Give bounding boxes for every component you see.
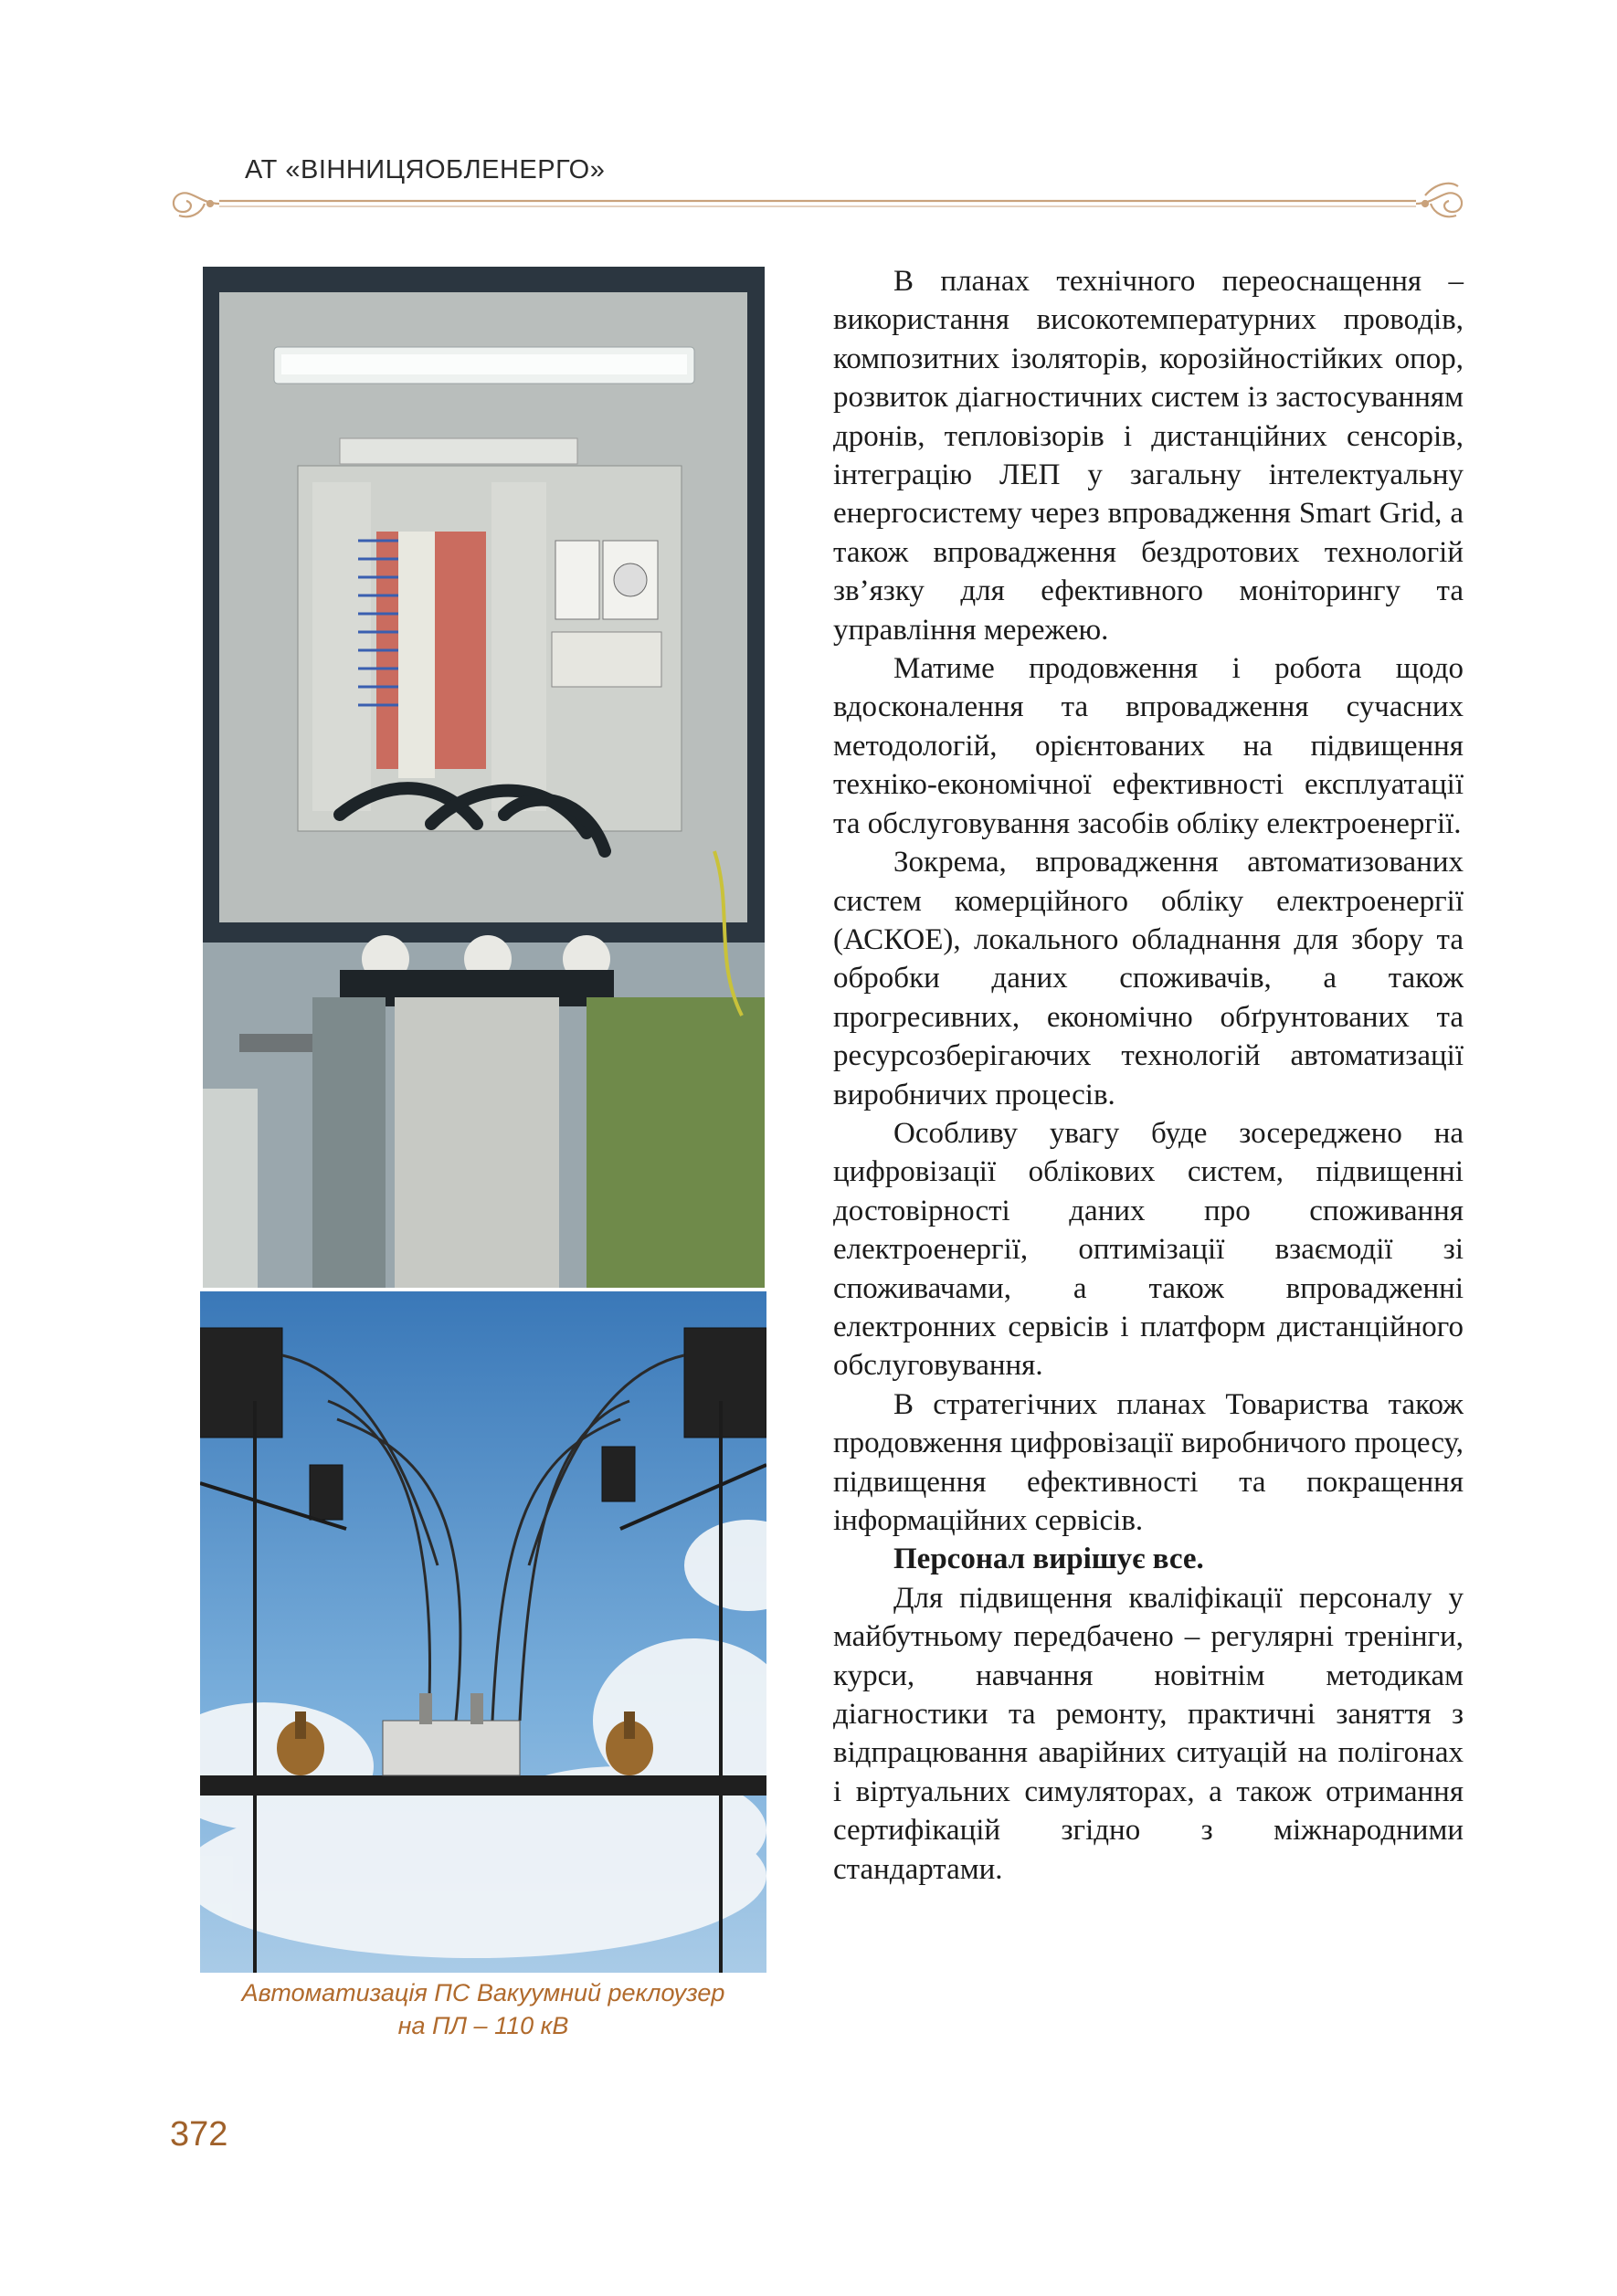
figure-caption-line-1: Автоматизація ПС Вакуумний реклоузер (241, 1979, 725, 2006)
paragraph-methodologies: Матиме продовження і робота щодо вдосконалення та впровадження сучасних методологій, орієнтованих на підвищення техніко-економічної ефективності експлуатації та обслуговування засобів обліку електроенергії. (833, 652, 1464, 840)
figure-caption (200, 1976, 766, 2042)
paragraph-technical-reequipment: В планах технічного переоснащення – використання високотемпературних проводів, композитних ізоляторів, корозійностійких опор, розвиток діагностичних систем із застосуванням дронів, тепловізорів і дистанційних сенсорів, інтеграцію ЛЕП у загальну інтелектуальну енергосистему через впровадження Smart Grid, а також впровадження бездротових технологій зв’язку для ефективного моніторингу та управління мережею. (833, 265, 1464, 647)
body-text-column (833, 262, 1464, 1889)
vacuum-recloser-photo (200, 1291, 766, 1973)
header-ornament-rule (164, 174, 1471, 228)
paragraph-strategic-plans: В стратегічних планах Товариства також продовження цифровізації виробничого процесу, підвищення ефективності та покращення інформаційних сервісів. (833, 1387, 1464, 1537)
paragraph-digitalization: Особливу увагу буде зосереджено на цифровізації облікових систем, підвищенні достовірності даних про споживання електроенергії, оптимізації взаємодії зі споживачами, а також впровадженні електронних сервісів і платформ дистанційного обслуговування. (833, 1116, 1464, 1383)
paragraph-personnel-training: Для підвищення кваліфікації персоналу у майбутньому передбачено – регулярні тренінги, курси, навчання новітнім методикам діагностики та ремонту, практичні заняття з відпрацювання аварійних ситуацій на полігонах і віртуальних симуляторах, а також отримання сертифікацій згідно з міжнародними стандартами. (833, 1581, 1464, 1886)
section-heading-personnel: Персонал вирішує все. (893, 1543, 1204, 1576)
figure-caption-line-2: на ПЛ – 110 кВ (397, 2012, 569, 2039)
running-header-title: АТ «ВІННИЦЯОБЛЕНЕРГО» (245, 155, 606, 184)
paragraph-askoe: Зокрема, впровадження автоматизованих систем комерційного обліку електроенергії (АСКОЕ), локального обладнання для збору та обробки даних споживачів, а також прогресивних, економічно обґрунтованих та ресурсозберігаючих технологій автоматизації виробничих процесів. (833, 846, 1464, 1111)
control-cabinet-photo (203, 267, 765, 1288)
page-number: 372 (170, 2115, 228, 2154)
